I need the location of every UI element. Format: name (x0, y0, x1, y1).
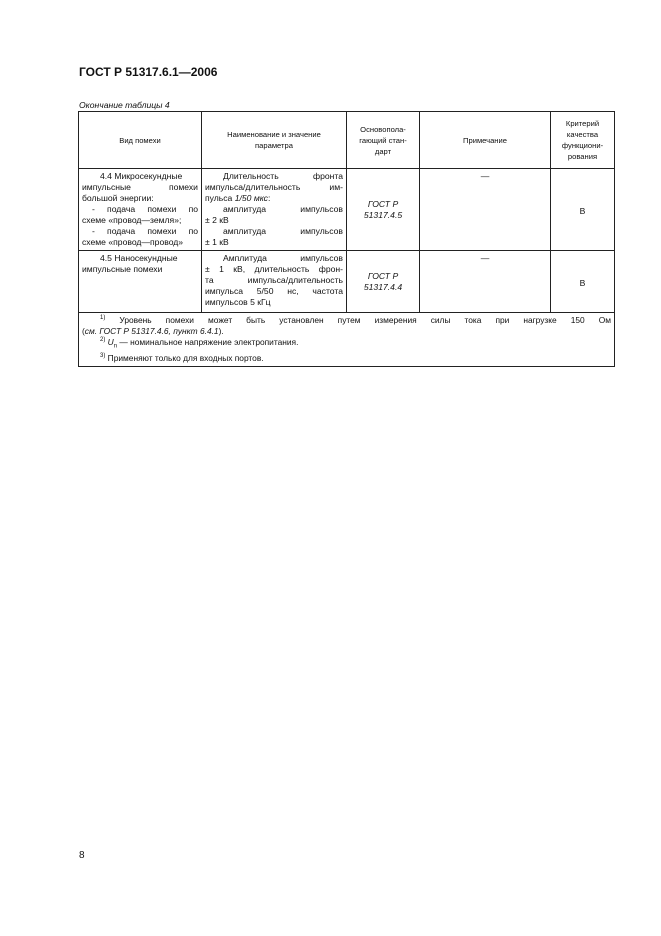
row-disturbance-type: 4.5 Наносекундные импульсные помехи (79, 251, 202, 313)
row-performance-criterion: В (551, 169, 615, 251)
footnote-2: $^{2)}$ $U_n$ — номинальное напряжение электропитания. (100, 337, 299, 350)
row-performance-criterion: В (551, 251, 615, 313)
row-note: — (420, 251, 551, 313)
standards-table (78, 111, 615, 367)
header-parameter: Наименование и значение параметра (202, 112, 347, 169)
footnote-1-continued: (см. ГОСТ Р 51317.4.6, пункт 6.4.1). (82, 326, 224, 336)
footnote-3: $^{3)}$ Применяют только для входных портов. (100, 352, 264, 363)
table-row (79, 169, 615, 251)
row-basic-standard: ГОСТ Р 51317.4.4 (347, 251, 420, 313)
header-performance-criterion: Критерий качества функциони- рования (551, 112, 615, 169)
table-caption: Окончание таблицы 4 (79, 100, 170, 110)
header-basic-standard: Основопола- гающий стан- дарт (347, 112, 420, 169)
table-notes (79, 313, 615, 367)
footnote-1: $^{1)}$ Уровень помехи может быть установлен путем измерения силы тока при нагрузке 150 Ом (100, 315, 612, 325)
row-disturbance-type: 4.4 Микросекундные импульсные помехи большой энергии: - подача помехи по схеме «провод—земля»; - подача помехи по схеме «провод—провод» (79, 169, 202, 251)
table-notes-row (79, 313, 615, 367)
row-parameter: Длительность фронта импульса/длительность им- пульса 1/50 мкс: амплитуда импульсов ± 2 кВ амплитуда импульсов ± 1 кВ (202, 169, 347, 251)
table-row (79, 251, 615, 313)
row-note: — (420, 169, 551, 251)
page-number: 8 (79, 850, 85, 861)
header-disturbance-type: Вид помехи (79, 112, 202, 169)
header-note: Примечание (420, 112, 551, 169)
document-title: ГОСТ Р 51317.6.1—2006 (79, 65, 218, 79)
row-parameter: Амплитуда импульсов ± 1 кВ, длительность фрон- та импульса/длительность импульса 5/50 нс, частота импульсов 5 кГц (202, 251, 347, 313)
table-header-row (79, 112, 615, 169)
row-basic-standard: ГОСТ Р 51317.4.5 (347, 169, 420, 251)
